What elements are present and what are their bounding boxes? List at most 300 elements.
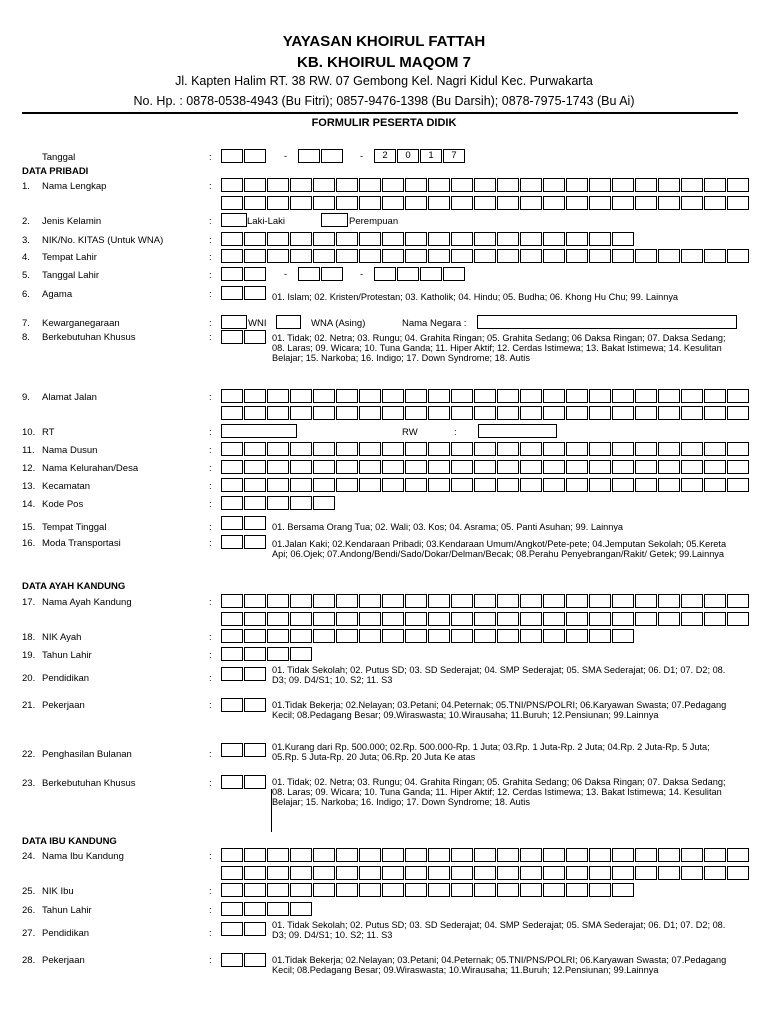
input-cell[interactable] — [681, 866, 703, 880]
input-cell[interactable] — [336, 612, 358, 626]
input-cell[interactable] — [359, 249, 381, 263]
input-cell[interactable] — [321, 267, 343, 281]
input-cell[interactable] — [543, 178, 565, 192]
input-cell[interactable] — [244, 629, 266, 643]
berkebutuhan-khusus-ayah-code-boxes[interactable] — [221, 775, 267, 789]
input-cell[interactable] — [267, 389, 289, 403]
input-cell[interactable] — [658, 406, 680, 420]
input-cell[interactable] — [474, 442, 496, 456]
input-cell[interactable] — [267, 178, 289, 192]
input-cell[interactable] — [589, 594, 611, 608]
input-cell[interactable] — [543, 866, 565, 880]
input-cell[interactable] — [420, 267, 442, 281]
input-cell[interactable] — [336, 442, 358, 456]
input-cell[interactable] — [290, 460, 312, 474]
input-cell[interactable] — [428, 249, 450, 263]
input-cell[interactable] — [520, 178, 542, 192]
input-cell[interactable] — [635, 478, 657, 492]
input-cell[interactable] — [221, 516, 243, 530]
input-cell[interactable] — [543, 249, 565, 263]
input-cell[interactable] — [405, 629, 427, 643]
input-cell[interactable] — [382, 442, 404, 456]
input-cell[interactable] — [589, 460, 611, 474]
input-cell[interactable] — [451, 196, 473, 210]
berkebutuhan-khusus-code-boxes[interactable] — [221, 330, 267, 344]
input-cell[interactable] — [727, 196, 749, 210]
input-cell[interactable] — [520, 442, 542, 456]
tanggal-year-boxes[interactable] — [374, 149, 466, 163]
input-cell[interactable] — [336, 478, 358, 492]
input-cell[interactable] — [244, 612, 266, 626]
input-cell[interactable] — [681, 460, 703, 474]
input-cell[interactable] — [428, 442, 450, 456]
input-cell[interactable] — [267, 594, 289, 608]
input-cell[interactable] — [290, 249, 312, 263]
input-cell[interactable] — [566, 866, 588, 880]
input-cell[interactable] — [727, 612, 749, 626]
input-cell[interactable] — [727, 442, 749, 456]
input-cell[interactable] — [566, 460, 588, 474]
input-cell[interactable] — [382, 478, 404, 492]
input-cell[interactable] — [612, 178, 634, 192]
input-cell[interactable] — [313, 883, 335, 897]
input-cell[interactable] — [405, 389, 427, 403]
input-cell[interactable] — [451, 848, 473, 862]
kecamatan-boxes[interactable] — [221, 478, 750, 492]
input-cell[interactable] — [497, 232, 519, 246]
input-cell[interactable] — [221, 629, 243, 643]
input-cell[interactable] — [359, 389, 381, 403]
alamat-jalan-boxes-row1[interactable] — [221, 389, 750, 403]
input-cell[interactable] — [244, 516, 266, 530]
input-cell[interactable] — [635, 249, 657, 263]
input-cell[interactable] — [589, 389, 611, 403]
tanggal-lahir-day-boxes[interactable] — [221, 267, 267, 281]
input-cell[interactable] — [566, 442, 588, 456]
input-cell[interactable] — [681, 594, 703, 608]
input-cell[interactable] — [405, 249, 427, 263]
input-cell[interactable] — [658, 389, 680, 403]
input-cell[interactable] — [520, 883, 542, 897]
input-cell[interactable] — [359, 848, 381, 862]
input-cell[interactable] — [405, 594, 427, 608]
input-cell[interactable] — [497, 406, 519, 420]
pekerjaan-ibu-code-boxes[interactable] — [221, 953, 267, 967]
input-cell[interactable] — [290, 389, 312, 403]
input-cell[interactable] — [221, 535, 243, 549]
input-cell[interactable] — [520, 232, 542, 246]
input-cell[interactable] — [589, 249, 611, 263]
input-cell[interactable] — [543, 460, 565, 474]
input-cell[interactable] — [382, 848, 404, 862]
input-cell[interactable] — [405, 232, 427, 246]
input-cell[interactable] — [612, 406, 634, 420]
input-cell[interactable] — [612, 389, 634, 403]
input-cell[interactable] — [313, 848, 335, 862]
input-cell[interactable] — [244, 866, 266, 880]
input-cell[interactable] — [267, 249, 289, 263]
input-cell[interactable] — [428, 178, 450, 192]
input-cell[interactable] — [336, 883, 358, 897]
input-cell[interactable] — [543, 196, 565, 210]
input-cell[interactable] — [635, 460, 657, 474]
input-cell[interactable] — [727, 178, 749, 192]
input-cell[interactable] — [405, 196, 427, 210]
nama-ayah-boxes-row1[interactable] — [221, 594, 750, 608]
input-cell[interactable] — [658, 594, 680, 608]
input-cell[interactable] — [681, 389, 703, 403]
input-cell[interactable] — [336, 178, 358, 192]
input-cell[interactable] — [589, 848, 611, 862]
input-cell[interactable] — [451, 442, 473, 456]
input-cell[interactable] — [704, 612, 726, 626]
input-cell[interactable] — [543, 478, 565, 492]
input-cell[interactable] — [244, 442, 266, 456]
penghasilan-ayah-code-boxes[interactable] — [221, 743, 267, 757]
input-cell[interactable] — [359, 460, 381, 474]
input-cell[interactable] — [612, 249, 634, 263]
input-cell[interactable] — [497, 196, 519, 210]
input-cell[interactable] — [359, 866, 381, 880]
input-cell[interactable] — [727, 866, 749, 880]
input-cell[interactable] — [359, 196, 381, 210]
input-cell[interactable] — [298, 149, 320, 163]
input-cell[interactable] — [727, 478, 749, 492]
kelurahan-boxes[interactable] — [221, 460, 750, 474]
input-cell[interactable] — [290, 612, 312, 626]
input-cell[interactable] — [221, 460, 243, 474]
input-cell[interactable] — [635, 866, 657, 880]
input-cell[interactable] — [704, 389, 726, 403]
nama-ayah-boxes-row2[interactable] — [221, 612, 750, 626]
input-cell[interactable] — [635, 848, 657, 862]
agama-code-boxes[interactable] — [221, 286, 267, 300]
input-cell[interactable] — [244, 232, 266, 246]
input-cell[interactable] — [336, 249, 358, 263]
input-cell[interactable] — [474, 594, 496, 608]
input-cell[interactable] — [589, 196, 611, 210]
pendidikan-ayah-code-boxes[interactable] — [221, 667, 267, 681]
input-cell[interactable] — [221, 902, 243, 916]
moda-transportasi-code-boxes[interactable] — [221, 535, 267, 549]
input-cell[interactable] — [428, 460, 450, 474]
input-cell[interactable] — [267, 442, 289, 456]
input-cell[interactable] — [704, 460, 726, 474]
input-cell[interactable] — [451, 249, 473, 263]
input-cell[interactable] — [589, 478, 611, 492]
input-cell[interactable] — [298, 267, 320, 281]
input-cell[interactable] — [221, 667, 243, 681]
input-cell[interactable] — [267, 902, 289, 916]
input-cell[interactable] — [589, 629, 611, 643]
input-cell[interactable] — [221, 267, 243, 281]
nama-ibu-boxes-row2[interactable] — [221, 866, 750, 880]
input-cell[interactable] — [443, 267, 465, 281]
perempuan-checkbox[interactable] — [321, 213, 348, 227]
input-cell[interactable] — [359, 232, 381, 246]
input-cell[interactable] — [474, 249, 496, 263]
input-cell[interactable] — [244, 848, 266, 862]
input-cell[interactable] — [428, 883, 450, 897]
input-cell[interactable] — [221, 612, 243, 626]
input-cell[interactable] — [244, 594, 266, 608]
input-cell[interactable] — [244, 698, 266, 712]
pekerjaan-ayah-code-boxes[interactable] — [221, 698, 267, 712]
input-cell[interactable] — [520, 866, 542, 880]
input-cell[interactable] — [244, 249, 266, 263]
input-cell[interactable] — [520, 612, 542, 626]
year-digit[interactable]: 1 — [420, 149, 442, 163]
input-cell[interactable] — [221, 883, 243, 897]
input-cell[interactable] — [267, 460, 289, 474]
input-cell[interactable] — [635, 594, 657, 608]
input-cell[interactable] — [566, 178, 588, 192]
input-cell[interactable] — [704, 866, 726, 880]
year-digit[interactable]: 2 — [374, 149, 396, 163]
year-digit[interactable]: 7 — [443, 149, 465, 163]
input-cell[interactable] — [382, 406, 404, 420]
input-cell[interactable] — [704, 196, 726, 210]
input-cell[interactable] — [658, 866, 680, 880]
input-cell[interactable] — [290, 406, 312, 420]
input-cell[interactable] — [244, 196, 266, 210]
input-cell[interactable] — [474, 866, 496, 880]
input-cell[interactable] — [612, 478, 634, 492]
input-cell[interactable] — [290, 442, 312, 456]
input-cell[interactable] — [267, 232, 289, 246]
input-cell[interactable] — [520, 594, 542, 608]
input-cell[interactable] — [336, 389, 358, 403]
input-cell[interactable] — [382, 883, 404, 897]
input-cell[interactable] — [313, 629, 335, 643]
tanggal-lahir-month-boxes[interactable] — [298, 267, 344, 281]
input-cell[interactable] — [497, 883, 519, 897]
input-cell[interactable] — [497, 594, 519, 608]
input-cell[interactable] — [612, 629, 634, 643]
input-cell[interactable] — [543, 629, 565, 643]
input-cell[interactable] — [313, 442, 335, 456]
input-cell[interactable] — [451, 178, 473, 192]
input-cell[interactable] — [635, 196, 657, 210]
input-cell[interactable] — [474, 178, 496, 192]
input-cell[interactable] — [635, 178, 657, 192]
input-cell[interactable] — [267, 629, 289, 643]
input-cell[interactable] — [221, 698, 243, 712]
alamat-jalan-boxes-row2[interactable] — [221, 406, 750, 420]
input-cell[interactable] — [221, 848, 243, 862]
input-cell[interactable] — [313, 389, 335, 403]
input-cell[interactable] — [244, 535, 266, 549]
input-cell[interactable] — [405, 406, 427, 420]
input-cell[interactable] — [658, 178, 680, 192]
input-cell[interactable] — [566, 249, 588, 263]
input-cell[interactable] — [543, 883, 565, 897]
input-cell[interactable] — [727, 594, 749, 608]
input-cell[interactable] — [290, 478, 312, 492]
input-cell[interactable] — [405, 883, 427, 897]
input-cell[interactable] — [474, 406, 496, 420]
input-cell[interactable] — [474, 196, 496, 210]
input-cell[interactable] — [727, 848, 749, 862]
input-cell[interactable] — [520, 629, 542, 643]
input-cell[interactable] — [497, 249, 519, 263]
input-cell[interactable] — [359, 178, 381, 192]
input-cell[interactable] — [244, 406, 266, 420]
input-cell[interactable] — [290, 883, 312, 897]
input-cell[interactable] — [267, 647, 289, 661]
kode-pos-boxes[interactable] — [221, 496, 336, 510]
input-cell[interactable] — [221, 922, 243, 936]
input-cell[interactable] — [405, 460, 427, 474]
input-cell[interactable] — [405, 848, 427, 862]
input-cell[interactable] — [290, 594, 312, 608]
input-cell[interactable] — [658, 478, 680, 492]
input-cell[interactable] — [727, 249, 749, 263]
input-cell[interactable] — [313, 478, 335, 492]
input-cell[interactable] — [221, 286, 243, 300]
input-cell[interactable] — [612, 612, 634, 626]
input-cell[interactable] — [566, 594, 588, 608]
input-cell[interactable] — [451, 232, 473, 246]
input-cell[interactable] — [658, 442, 680, 456]
input-cell[interactable] — [497, 848, 519, 862]
input-cell[interactable] — [704, 178, 726, 192]
year-digit[interactable]: 0 — [397, 149, 419, 163]
input-cell[interactable] — [359, 612, 381, 626]
laki-laki-checkbox[interactable] — [221, 213, 247, 227]
input-cell[interactable] — [428, 612, 450, 626]
input-cell[interactable] — [497, 460, 519, 474]
input-cell[interactable] — [451, 389, 473, 403]
input-cell[interactable] — [244, 902, 266, 916]
tahun-lahir-ayah-boxes[interactable] — [221, 647, 313, 661]
input-cell[interactable] — [405, 478, 427, 492]
nama-dusun-boxes[interactable] — [221, 442, 750, 456]
input-cell[interactable] — [727, 406, 749, 420]
input-cell[interactable] — [497, 389, 519, 403]
input-cell[interactable] — [566, 232, 588, 246]
input-cell[interactable] — [336, 848, 358, 862]
input-cell[interactable] — [658, 612, 680, 626]
input-cell[interactable] — [520, 406, 542, 420]
input-cell[interactable] — [428, 866, 450, 880]
input-cell[interactable] — [267, 848, 289, 862]
wna-checkbox[interactable] — [276, 315, 301, 329]
input-cell[interactable] — [474, 389, 496, 403]
input-cell[interactable] — [244, 922, 266, 936]
input-cell[interactable] — [267, 866, 289, 880]
input-cell[interactable] — [658, 848, 680, 862]
input-cell[interactable] — [589, 883, 611, 897]
input-cell[interactable] — [221, 647, 243, 661]
nik-ibu-boxes[interactable] — [221, 883, 635, 897]
nama-negara-input[interactable] — [477, 315, 737, 329]
input-cell[interactable] — [221, 775, 243, 789]
input-cell[interactable] — [267, 478, 289, 492]
input-cell[interactable] — [520, 249, 542, 263]
input-cell[interactable] — [428, 478, 450, 492]
input-cell[interactable] — [313, 866, 335, 880]
input-cell[interactable] — [359, 478, 381, 492]
input-cell[interactable] — [313, 196, 335, 210]
input-cell[interactable] — [681, 442, 703, 456]
input-cell[interactable] — [612, 883, 634, 897]
tanggal-month-boxes[interactable] — [298, 149, 344, 163]
input-cell[interactable] — [589, 178, 611, 192]
input-cell[interactable] — [681, 478, 703, 492]
input-cell[interactable] — [704, 478, 726, 492]
input-cell[interactable] — [244, 460, 266, 474]
input-cell[interactable] — [566, 883, 588, 897]
input-cell[interactable] — [704, 442, 726, 456]
input-cell[interactable] — [451, 866, 473, 880]
input-cell[interactable] — [428, 629, 450, 643]
input-cell[interactable] — [451, 478, 473, 492]
input-cell[interactable] — [727, 460, 749, 474]
input-cell[interactable] — [221, 330, 243, 344]
input-cell[interactable] — [566, 612, 588, 626]
input-cell[interactable] — [543, 612, 565, 626]
input-cell[interactable] — [543, 389, 565, 403]
input-cell[interactable] — [428, 848, 450, 862]
input-cell[interactable] — [336, 460, 358, 474]
input-cell[interactable] — [474, 612, 496, 626]
input-cell[interactable] — [313, 178, 335, 192]
nama-lengkap-boxes-row2[interactable] — [221, 196, 750, 210]
input-cell[interactable] — [290, 866, 312, 880]
input-cell[interactable] — [244, 883, 266, 897]
input-cell[interactable] — [497, 629, 519, 643]
input-cell[interactable] — [704, 848, 726, 862]
input-cell[interactable] — [566, 478, 588, 492]
input-cell[interactable] — [474, 232, 496, 246]
input-cell[interactable] — [359, 406, 381, 420]
input-cell[interactable] — [290, 848, 312, 862]
input-cell[interactable] — [566, 848, 588, 862]
input-cell[interactable] — [382, 249, 404, 263]
input-cell[interactable] — [405, 866, 427, 880]
input-cell[interactable] — [405, 178, 427, 192]
input-cell[interactable] — [221, 442, 243, 456]
input-cell[interactable] — [221, 496, 243, 510]
input-cell[interactable] — [405, 612, 427, 626]
input-cell[interactable] — [704, 249, 726, 263]
input-cell[interactable] — [221, 196, 243, 210]
input-cell[interactable] — [520, 196, 542, 210]
input-cell[interactable] — [474, 629, 496, 643]
input-cell[interactable] — [681, 196, 703, 210]
nama-ibu-boxes-row1[interactable] — [221, 848, 750, 862]
input-cell[interactable] — [313, 612, 335, 626]
input-cell[interactable] — [244, 149, 266, 163]
tahun-lahir-ibu-boxes[interactable] — [221, 902, 313, 916]
input-cell[interactable] — [336, 629, 358, 643]
input-cell[interactable] — [497, 612, 519, 626]
input-cell[interactable] — [474, 478, 496, 492]
input-cell[interactable] — [290, 496, 312, 510]
rt-input[interactable] — [221, 424, 297, 438]
tanggal-lahir-year-boxes[interactable] — [374, 267, 466, 281]
input-cell[interactable] — [543, 232, 565, 246]
input-cell[interactable] — [313, 594, 335, 608]
input-cell[interactable] — [290, 196, 312, 210]
pendidikan-ibu-code-boxes[interactable] — [221, 922, 267, 936]
input-cell[interactable] — [428, 594, 450, 608]
input-cell[interactable] — [612, 866, 634, 880]
input-cell[interactable] — [451, 883, 473, 897]
input-cell[interactable] — [359, 594, 381, 608]
input-cell[interactable] — [589, 232, 611, 246]
